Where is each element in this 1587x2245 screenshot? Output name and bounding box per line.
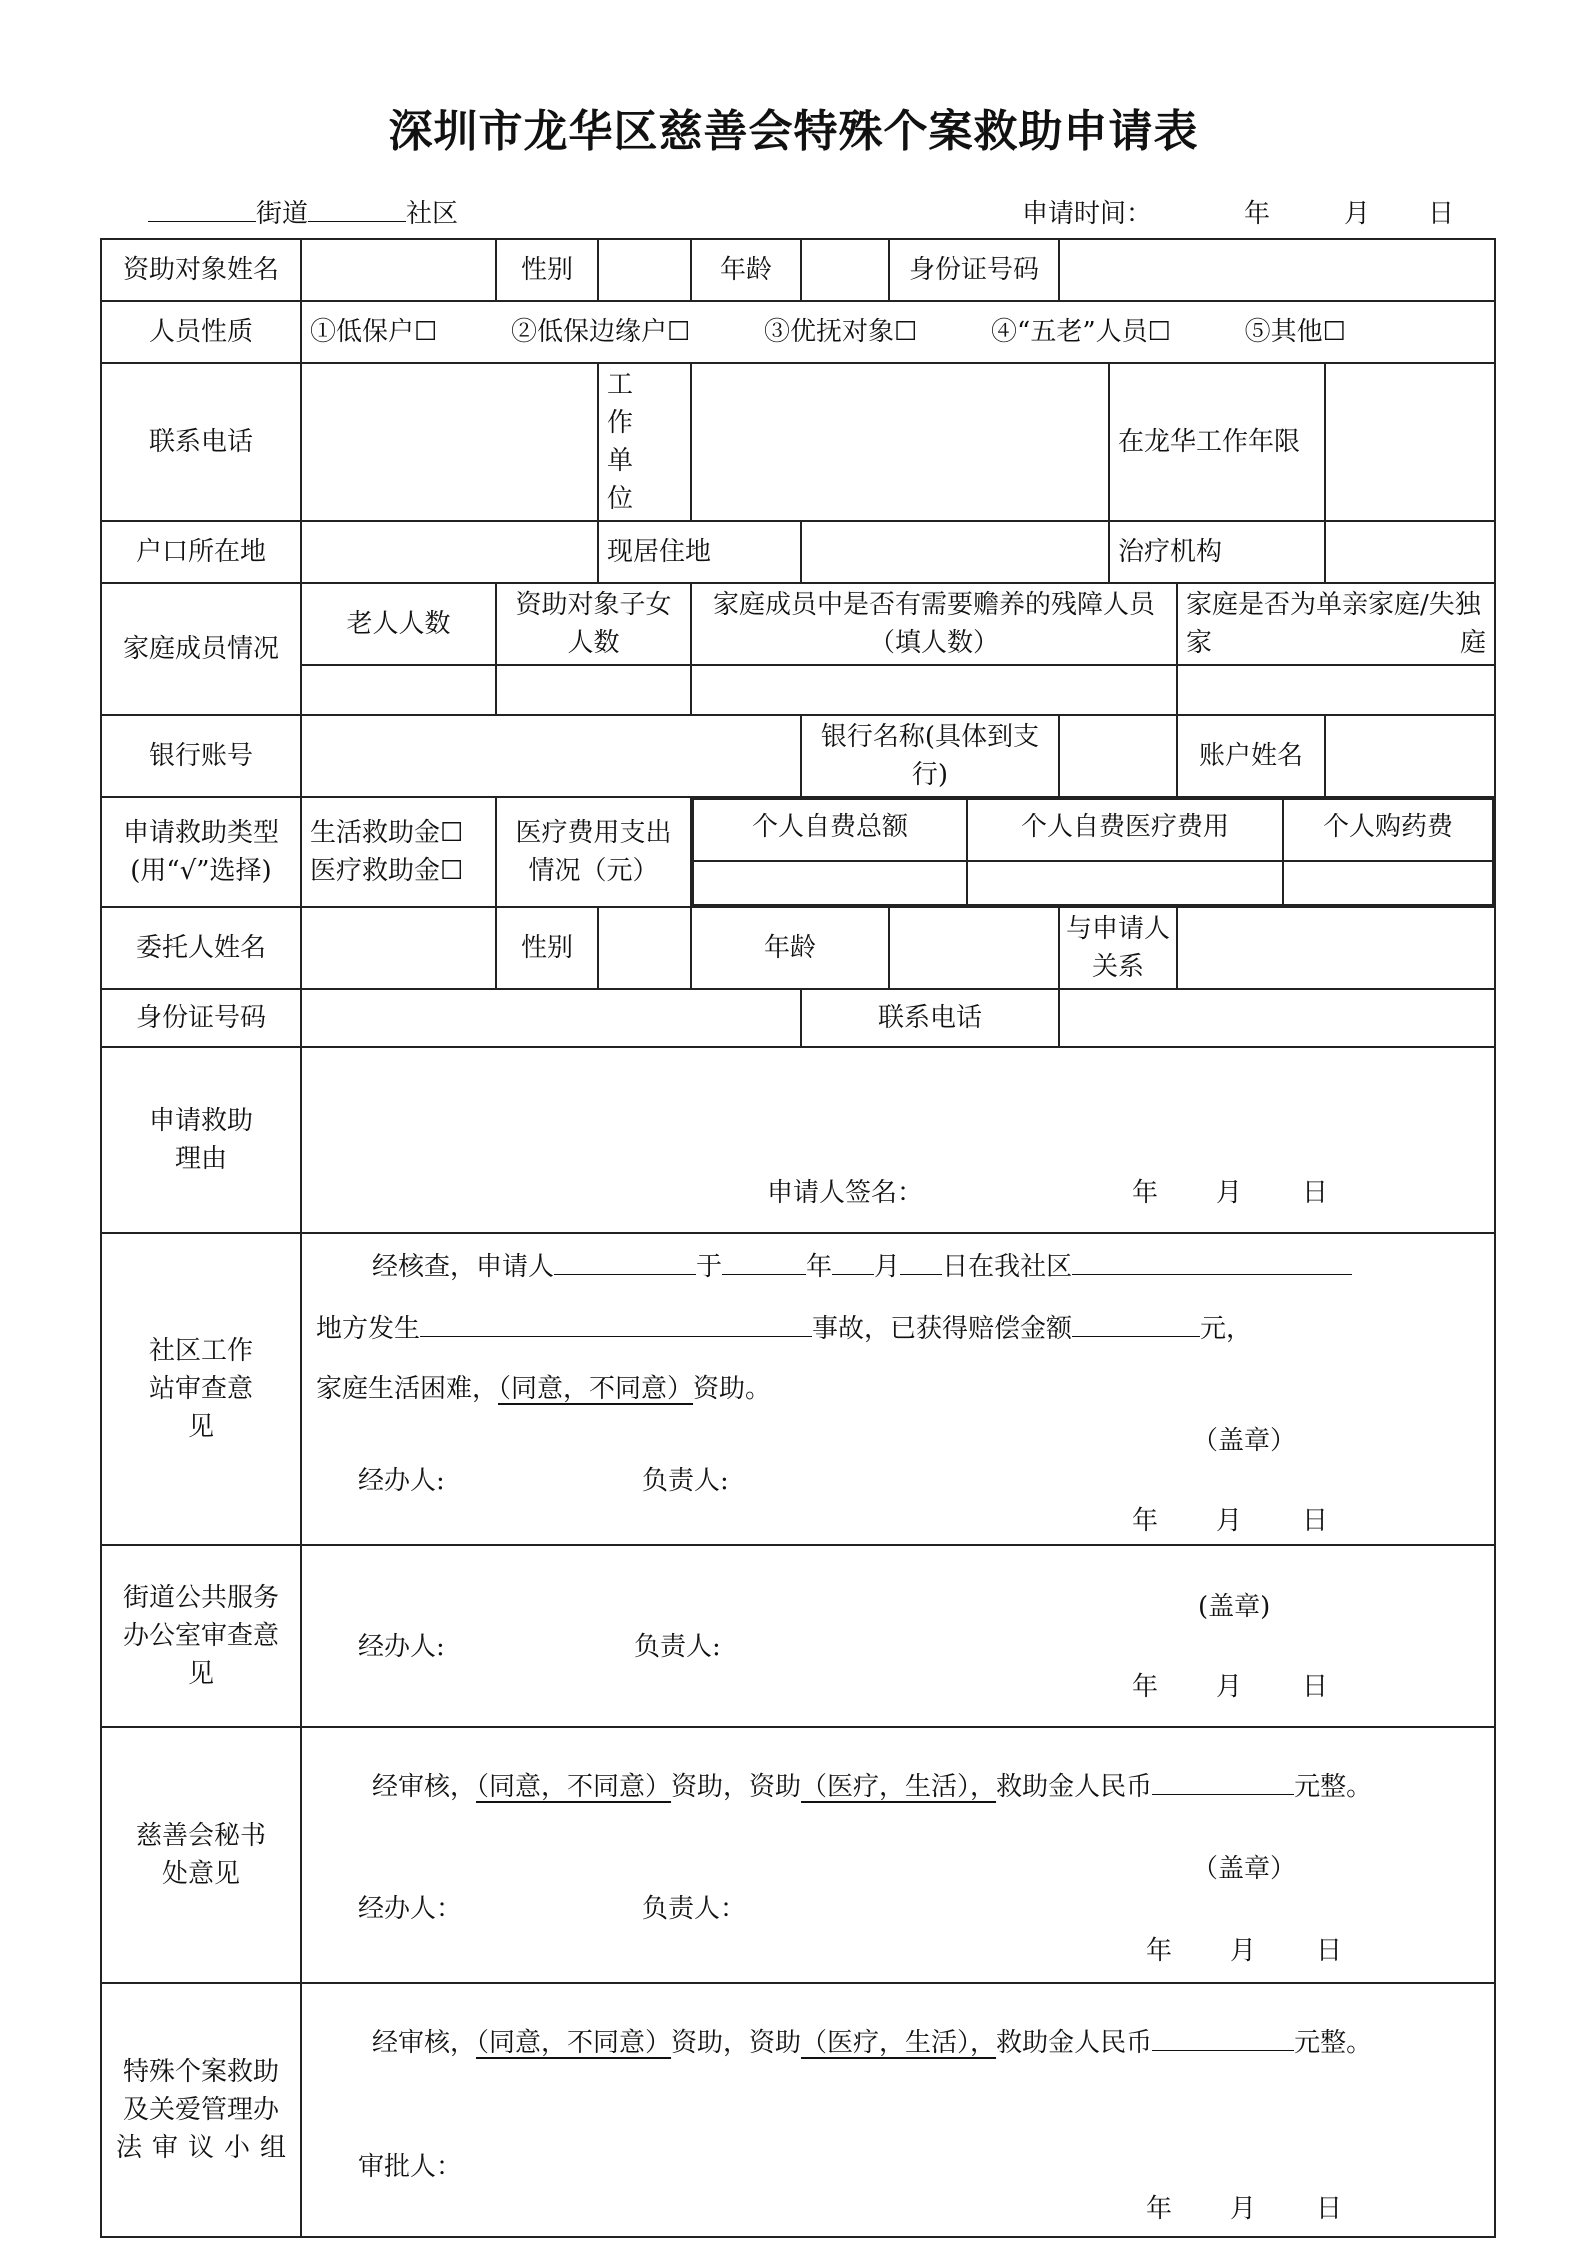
street-blank[interactable] — [148, 199, 256, 222]
elderly-label: 老人人数 — [301, 583, 496, 665]
trustee-phone-label: 联系电话 — [801, 989, 1059, 1047]
hospital-field[interactable] — [1325, 521, 1495, 583]
work-unit-field[interactable] — [691, 363, 1109, 521]
drug-cost-label: 个人购药费 — [1283, 799, 1493, 861]
children-field[interactable] — [496, 665, 691, 715]
option-low-income[interactable]: ①低保户☐ — [310, 317, 438, 347]
community-handler-label: 经办人: — [358, 1466, 445, 1496]
expense-grid — [691, 797, 1495, 907]
group-label: 特殊个案救助及关爱管理办法审议小组 — [101, 1983, 301, 2237]
group-text-b: 资助，资助 — [671, 2028, 802, 2058]
residence-field[interactable] — [801, 521, 1109, 583]
option-medical-aid[interactable]: 医疗救助金☐ — [310, 856, 464, 886]
trustee-gender-field[interactable] — [598, 907, 691, 989]
reason-day: 日 — [1302, 1178, 1329, 1208]
group-review — [301, 1983, 1495, 2237]
drug-cost-field[interactable] — [1283, 861, 1493, 905]
self-paid-medical-field[interactable] — [967, 861, 1283, 905]
secretariat-handler-label: 经办人： — [358, 1894, 463, 1924]
row-nature — [101, 301, 1495, 363]
expense-label: 医疗费用支出情况（元） — [496, 797, 691, 907]
community-day: 日 — [1302, 1506, 1329, 1536]
community-text-a: 经核查，申请人 — [372, 1252, 555, 1282]
secretariat-label: 慈善会秘书处意见 — [101, 1727, 301, 1983]
row-family-values — [101, 665, 1495, 715]
apply-month: 月 — [1344, 199, 1371, 229]
single-parent-field[interactable] — [1177, 665, 1495, 715]
elderly-field[interactable] — [301, 665, 496, 715]
community-review — [301, 1233, 1495, 1545]
reason-label: 申请救助理由 — [101, 1047, 301, 1233]
location-blank[interactable] — [1072, 1248, 1352, 1275]
row-community-review — [101, 1233, 1495, 1545]
name-field[interactable] — [301, 239, 496, 301]
community-text-g: 事故，已获得赔偿金额 — [812, 1314, 1073, 1344]
community-line-1 — [372, 1248, 1352, 1286]
disabled-field[interactable] — [691, 665, 1177, 715]
group-month: 月 — [1230, 2194, 1257, 2224]
group-text-d: 元整。 — [1294, 2028, 1373, 2058]
secretariat-year: 年 — [1146, 1936, 1173, 1966]
years-label: 在龙华工作年限 — [1109, 363, 1325, 521]
community-text-d: 月 — [874, 1252, 901, 1282]
reason-field[interactable] — [301, 1047, 1495, 1233]
secretariat-consent-choice[interactable]: （同意，不同意） — [476, 1772, 672, 1802]
compensation-blank[interactable] — [1072, 1310, 1200, 1337]
disabled-label: 家庭成员中是否有需要赡养的残障人员（填人数） — [691, 583, 1177, 665]
row-aid-type — [101, 797, 1495, 907]
row-bank — [101, 715, 1495, 797]
id-field[interactable] — [1059, 239, 1495, 301]
age-label: 年龄 — [691, 239, 801, 301]
apply-year: 年 — [1244, 199, 1271, 229]
option-other[interactable]: ⑤其他☐ — [1244, 317, 1346, 347]
group-approver-label: 审批人： — [358, 2152, 463, 2182]
street-day: 日 — [1302, 1672, 1329, 1702]
street-leader-label: 负责人: — [634, 1632, 721, 1662]
bank-name-field[interactable] — [1059, 715, 1177, 797]
community-month: 月 — [1216, 1506, 1243, 1536]
years-field[interactable] — [1325, 363, 1495, 521]
work-unit-label: 工作单位 — [598, 363, 691, 521]
group-text-a: 经审核， — [372, 2028, 477, 2058]
secretariat-review — [301, 1727, 1495, 1983]
option-five-elders[interactable]: ④“五老”人员☐ — [991, 317, 1171, 347]
apply-time-label: 申请时间： — [1022, 199, 1153, 229]
street-office-label: 街道公共服务办公室审查意见 — [101, 1545, 301, 1727]
secretariat-text-d: 元整。 — [1294, 1772, 1373, 1802]
secretariat-text-b: 资助，资助 — [671, 1772, 802, 1802]
month-blank[interactable] — [832, 1248, 874, 1275]
reason-month: 月 — [1216, 1178, 1243, 1208]
group-line — [372, 2024, 1372, 2062]
accident-blank[interactable] — [420, 1310, 812, 1337]
relation-field[interactable] — [1177, 907, 1495, 989]
applicant-sign-label: 申请人签名： — [767, 1178, 924, 1208]
group-type-choice[interactable]: （医疗，生活）， — [801, 2028, 997, 2058]
bank-name-label: 银行名称(具体到支行) — [801, 715, 1059, 797]
community-text-b: 于 — [696, 1252, 723, 1282]
apply-day: 日 — [1428, 199, 1455, 229]
phone-field[interactable] — [301, 363, 598, 521]
holder-label: 账户姓名 — [1177, 715, 1325, 797]
secretariat-amount-blank[interactable] — [1152, 1768, 1294, 1795]
community-text-j: 资助。 — [693, 1374, 772, 1404]
row-reason — [101, 1047, 1495, 1233]
residence-label: 现居住地 — [598, 521, 801, 583]
row-trustee — [101, 907, 1495, 989]
self-paid-total-field[interactable] — [693, 861, 967, 905]
hukou-label: 户口所在地 — [101, 521, 301, 583]
aid-type-label: 申请救助类型(用“√”选择) — [101, 797, 301, 907]
row-beneficiary — [101, 239, 1495, 301]
secretariat-day: 日 — [1316, 1936, 1343, 1966]
street-suffix: 街道 — [256, 199, 309, 229]
community-line-3 — [316, 1370, 771, 1408]
relation-label: 与申请人关系 — [1059, 907, 1177, 989]
trustee-name-field[interactable] — [301, 907, 496, 989]
community-year: 年 — [1132, 1506, 1159, 1536]
applicant-blank[interactable] — [554, 1248, 696, 1275]
gender-field[interactable] — [598, 239, 691, 301]
row-secretariat-review — [101, 1727, 1495, 1983]
group-amount-blank[interactable] — [1152, 2024, 1294, 2051]
aid-type-options — [301, 797, 496, 907]
row-contact — [101, 363, 1495, 521]
day-blank[interactable] — [900, 1248, 942, 1275]
reason-year: 年 — [1132, 1178, 1159, 1208]
community-text-f: 地方发生 — [316, 1314, 421, 1344]
trustee-name-label: 委托人姓名 — [101, 907, 301, 989]
street-community-line — [148, 193, 458, 230]
row-trustee-id — [101, 989, 1495, 1047]
community-suffix: 社区 — [406, 199, 459, 229]
bank-account-label: 银行账号 — [101, 715, 301, 797]
secretariat-text-c: 救助金人民币 — [996, 1772, 1153, 1802]
hospital-label: 治疗机构 — [1109, 521, 1325, 583]
age-field[interactable] — [801, 239, 889, 301]
street-office-review — [301, 1545, 1495, 1727]
holder-field[interactable] — [1325, 715, 1495, 797]
id-label: 身份证号码 — [889, 239, 1059, 301]
trustee-gender-label: 性别 — [496, 907, 598, 989]
secretariat-seal: （盖章） — [1192, 1854, 1297, 1884]
community-leader-label: 负责人: — [642, 1466, 729, 1496]
gender-label: 性别 — [496, 239, 598, 301]
hukou-field[interactable] — [301, 521, 598, 583]
row-family-header — [101, 583, 1495, 665]
trustee-phone-field[interactable] — [1059, 989, 1495, 1047]
self-paid-medical-label: 个人自费医疗费用 — [967, 799, 1283, 861]
secretariat-line — [372, 1768, 1372, 1806]
street-month: 月 — [1216, 1672, 1243, 1702]
self-paid-total-label: 个人自费总额 — [693, 799, 967, 861]
community-text-h: 元， — [1200, 1314, 1253, 1344]
option-veteran[interactable]: ③优抚对象☐ — [764, 317, 918, 347]
community-text-i: 家庭生活困难， — [316, 1374, 499, 1404]
form-title: 深圳市龙华区慈善会特殊个案救助申请表 — [388, 106, 1199, 157]
group-consent-choice[interactable]: （同意，不同意） — [476, 2028, 672, 2058]
application-form — [100, 238, 1496, 2238]
row-address — [101, 521, 1495, 583]
nature-label: 人员性质 — [101, 301, 301, 363]
street-seal: (盖章) — [1198, 1592, 1271, 1622]
option-living-aid[interactable]: 生活救助金☐ — [310, 818, 464, 848]
group-text-c: 救助金人民币 — [996, 2028, 1153, 2058]
single-parent-label: 家庭是否为单亲家庭/失独家庭 — [1177, 583, 1495, 665]
row-street-review — [101, 1545, 1495, 1727]
street-year: 年 — [1132, 1672, 1159, 1702]
secretariat-month: 月 — [1230, 1936, 1257, 1966]
trustee-id-field[interactable] — [301, 989, 801, 1047]
group-year: 年 — [1146, 2194, 1173, 2224]
phone-label: 联系电话 — [101, 363, 301, 521]
community-consent-choice[interactable]: （同意，不同意） — [498, 1374, 694, 1404]
trustee-id-label: 身份证号码 — [101, 989, 301, 1047]
nature-options — [301, 301, 1495, 363]
community-seal: （盖章） — [1192, 1426, 1297, 1456]
community-text-c: 年 — [806, 1252, 833, 1282]
row-group-review — [101, 1983, 1495, 2237]
family-label: 家庭成员情况 — [101, 583, 301, 715]
community-blank[interactable] — [308, 199, 406, 222]
secretariat-type-choice[interactable]: （医疗，生活）， — [801, 1772, 997, 1802]
community-text-e: 日在我社区 — [942, 1252, 1073, 1282]
secretariat-text-a: 经审核， — [372, 1772, 477, 1802]
year-blank[interactable] — [722, 1248, 806, 1275]
trustee-age-field[interactable] — [889, 907, 1059, 989]
street-handler-label: 经办人: — [358, 1632, 445, 1662]
name-label: 资助对象姓名 — [101, 239, 301, 301]
secretariat-leader-label: 负责人： — [642, 1894, 747, 1924]
trustee-age-label: 年龄 — [691, 907, 889, 989]
option-near-low-income[interactable]: ②低保边缘户☐ — [511, 317, 691, 347]
bank-account-field[interactable] — [301, 715, 801, 797]
children-label: 资助对象子女人数 — [496, 583, 691, 665]
group-day: 日 — [1316, 2194, 1343, 2224]
community-label: 社区工作站审查意见 — [101, 1233, 301, 1545]
community-line-2 — [316, 1310, 1252, 1348]
